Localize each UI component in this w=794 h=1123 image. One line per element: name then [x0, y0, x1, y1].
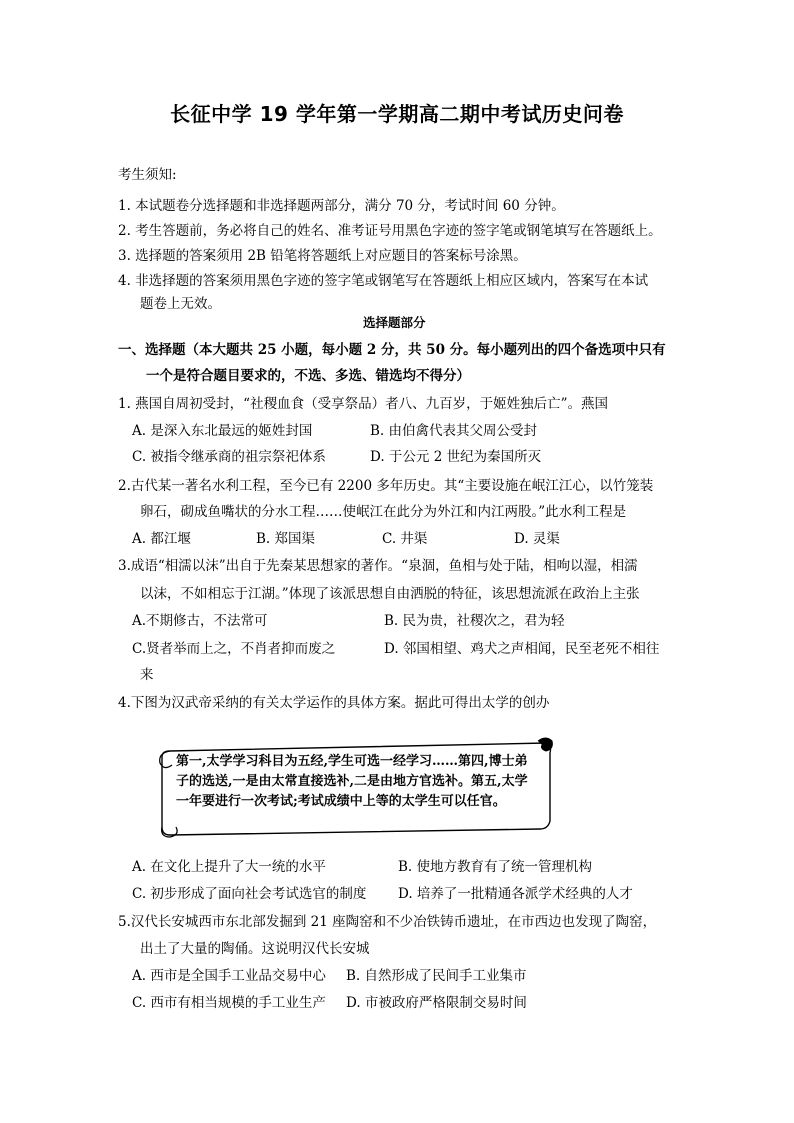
question-5-option-d: D. 市被政府严格限制交易时间	[346, 995, 527, 1011]
question-1-option-c: C. 被指令继承商的祖宗祭祀体系	[132, 449, 326, 465]
page-title: 长征中学 19 学年第一学期高二期中考试历史问卷	[170, 102, 624, 126]
question-5-option-c: C. 西市有相当规模的手工业生产	[132, 995, 326, 1011]
question-4-option-a: A. 在文化上提升了大一统的水平	[132, 859, 326, 875]
question-1-option-a: A. 是深入东北最远的姬姓封国	[132, 423, 313, 439]
notice-heading: 考生须知:	[118, 167, 177, 183]
question-4-option-d: D. 培养了一批精通各派学术经典的人才	[398, 886, 633, 902]
section-title: 选择题部分	[363, 315, 426, 330]
part1-instructions-line2: 一个是符合题目要求的，不选、多选、错选均不得分）	[146, 368, 470, 384]
question-3-stem-line2: 以沫，不如相忘于江湖。”体现了该派思想自由洒脱的特征，该思想流派在政治上主张	[140, 586, 640, 602]
question-5-option-b: B. 自然形成了民间手工业集市	[346, 968, 527, 984]
question-2-option-c: C. 井渠	[382, 531, 428, 547]
notice-item-3: 3. 选择题的答案须用 2B 铅笔将答题纸上对应题目的答案标号涂黑。	[118, 248, 527, 264]
question-1-option-b: B. 由伯禽代表其父周公受封	[370, 423, 538, 439]
question-2-stem-line2: 卵石，砌成鱼嘴状的分水工程……使岷江在此分为外江和内江两股。”此水利工程是	[140, 504, 627, 520]
question-5-option-a: A. 西市是全国手工业品交易中心	[132, 968, 326, 984]
question-3-option-a: A.不期修古，不法常可	[132, 613, 268, 629]
question-3-option-b: B. 民为贵，社稷次之，君为轻	[384, 613, 565, 629]
question-2-option-a: A. 都江堰	[132, 531, 191, 547]
question-3-option-d: D. 邻国相望、鸡犬之声相闻，民至老死不相往	[384, 641, 660, 657]
notice-item-4: 4. 非选择题的答案须用黑色字迹的签字笔或钢笔写在答题纸上相应区域内，答案写在本试	[118, 273, 649, 289]
question-1-option-d: D. 于公元 2 世纪为秦国所灭	[370, 449, 542, 465]
question-2-option-d: D. 灵渠	[514, 531, 560, 547]
question-2-stem-line1: 2.古代某一著名水利工程，至今已有 2200 多年历史。其“主要设施在岷江江心，以竹笼装	[118, 478, 654, 494]
question-3-stem-line1: 3.成语“相濡以沫”出自于先秦某思想家的著作。“泉涸，鱼相与处于陆，相呴以湿，相濡	[118, 558, 638, 574]
notice-item-4-cont: 题卷上无效。	[140, 296, 221, 312]
scroll-text: 第一,太学学习科目为五经,学生可选一经学习……第四,博士弟子的选送,一是由太常直接选补,二是由地方官选补。第五,太学一年要进行一次考试;考试成绩中上等的太学生可以任官。	[176, 754, 528, 809]
question-5-stem-line2: 出土了大量的陶俑。这说明汉代长安城	[140, 941, 370, 957]
question-4-stem: 4.下图为汉武帝采纳的有关太学运作的具体方案。据此可得出太学的创办	[118, 695, 550, 711]
question-3-option-d-cont: 来	[140, 667, 154, 683]
question-3-option-c: C.贤者举而上之，不肖者抑而废之	[132, 641, 336, 657]
notice-item-1: 1. 本试题卷分选择题和非选择题两部分，满分 70 分，考试时间 60 分钟。	[118, 198, 565, 214]
question-4-option-b: B. 使地方教育有了统一管理机构	[398, 859, 593, 875]
question-1-stem: 1. 燕国自周初受封，“社稷血食（受享祭品）者八、九百岁，于姬姓独后亡”。燕国	[118, 396, 608, 412]
question-2-option-b: B. 郑国渠	[256, 531, 316, 547]
question-4-option-c: C. 初步形成了面向社会考试选官的制度	[132, 886, 367, 902]
notice-item-2: 2. 考生答题前，务必将自己的姓名、准考证号用黑色字迹的签字笔或钢笔填写在答题纸上。	[118, 223, 662, 239]
question-5-stem-line1: 5.汉代长安城西市东北部发掘到 21 座陶窑和不少冶铁铸币遗址，在市西边也发现了陶窑，	[118, 914, 657, 930]
part1-instructions-line1: 一、选择题（本大题共 25 小题，每小题 2 分，共 50 分。每小题列出的四个备选项中只有	[118, 342, 666, 358]
